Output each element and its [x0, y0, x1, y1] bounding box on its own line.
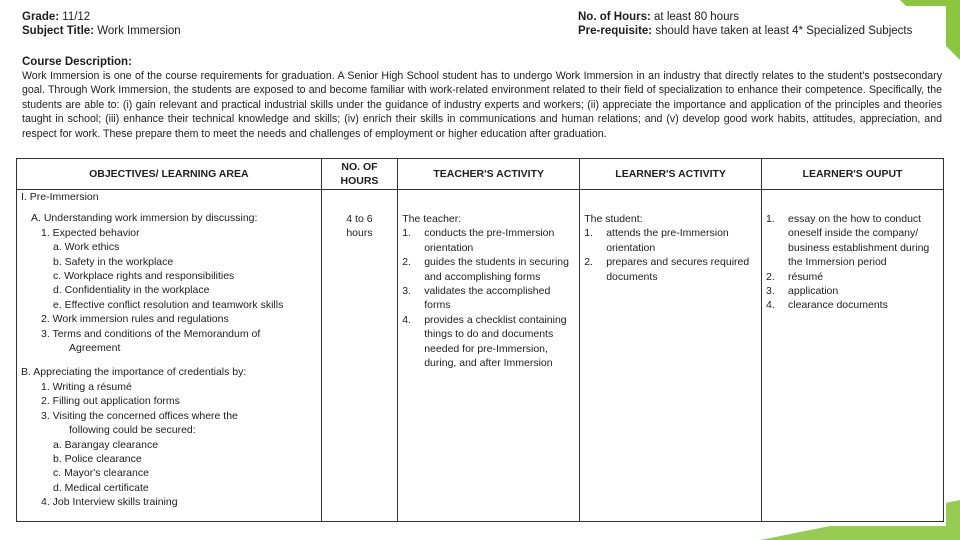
subject-line — [22, 24, 181, 38]
objective-line: 4. Job Interview skills training — [41, 496, 178, 509]
objective-line: 1. Writing a résumé — [41, 380, 132, 393]
grade-label: Grade: — [22, 11, 60, 23]
header-learner-output: LEARNER'S OUPUT — [762, 159, 944, 190]
hours-line: 4 to 6 — [346, 213, 373, 225]
list-item: 2. guides the students in securing and accomplishing forms — [402, 256, 569, 283]
objective-line: d. Medical certificate — [53, 481, 149, 494]
learner-activity-cell — [580, 190, 762, 522]
objective-line: b. Police clearance — [53, 452, 142, 465]
list-item: 2. résumé — [766, 270, 824, 283]
prerequisite-label: Pre-requisite: — [578, 25, 653, 37]
grade-value: 11/12 — [62, 11, 91, 23]
subject-label: Subject Title: — [22, 25, 94, 37]
subject-value: Work Immersion — [97, 25, 181, 37]
objective-line: 2. Work immersion rules and regulations — [41, 313, 229, 326]
objective-line: following could be secured: — [69, 424, 196, 437]
objective-line: a. Work ethics — [53, 241, 120, 254]
objective-line: c. Mayor's clearance — [53, 467, 149, 480]
objective-line: 3. Terms and conditions of the Memorandum of — [41, 327, 261, 340]
curriculum-table — [16, 158, 944, 522]
teacher-activity-cell — [398, 190, 580, 522]
objective-line: 3. Visiting the concerned offices where the — [41, 409, 238, 422]
objective-line: 2. Filling out application forms — [41, 395, 180, 408]
objective-line: A. Understanding work immersion by discussing: — [31, 212, 258, 225]
list-item: 4. clearance documents — [766, 299, 888, 312]
list-item: 1. essay on the how to conduct oneself inside the company/ business establishment during the Immersion period — [766, 213, 930, 269]
hours-line — [578, 10, 739, 24]
hours-value: at least 80 hours — [654, 11, 740, 23]
objective-line: d. Confidentiality in the workplace — [53, 284, 210, 297]
objectives-cell — [17, 190, 322, 522]
learner-intro: The student: — [584, 213, 643, 225]
objective-line: 1. Expected behavior — [41, 226, 140, 239]
prerequisite-value: should have taken at least 4* Specialized Subjects — [655, 25, 913, 37]
list-item: 1. attends the pre-Immersion orientation — [584, 227, 729, 254]
curriculum-document — [14, 6, 946, 526]
course-description-title: Course Description: — [22, 56, 132, 68]
learner-output-cell — [762, 190, 944, 522]
objective-line: Agreement — [69, 342, 121, 355]
prerequisite-line — [578, 24, 912, 38]
table-row — [17, 190, 944, 522]
header-teacher-activity: TEACHER'S ACTIVITY — [398, 159, 580, 190]
hours-cell — [321, 190, 398, 522]
header-learner-activity: LEARNER'S ACTIVITY — [580, 159, 762, 190]
objective-line: e. Effective conflict resolution and teamwork skills — [53, 298, 284, 311]
header-hours: NO. OF HOURS — [321, 159, 398, 190]
list-item: 2. prepares and secures required documents — [584, 256, 750, 283]
list-item: 3. validates the accomplished forms — [402, 285, 551, 312]
objective-line: B. Appreciating the importance of credentials by: — [21, 366, 247, 379]
objective-line: a. Barangay clearance — [53, 438, 159, 451]
table-header-row — [17, 159, 944, 190]
list-item: 3. application — [766, 285, 839, 298]
objective-line: I. Pre-Immersion — [21, 191, 99, 203]
grade-line — [22, 10, 90, 24]
header-objectives: OBJECTIVES/ LEARNING AREA — [17, 159, 322, 190]
objective-line: c. Workplace rights and responsibilities — [53, 270, 235, 283]
list-item: 4. provides a checklist containing things to do and documents needed for pre-Immersion, during, and after Immersion — [402, 313, 567, 370]
hours-line: hours — [346, 227, 373, 240]
course-description-text: Work Immersion is one of the course requirements for graduation. A Senior High School student has to undergo Work Immersion in an industry that directly relates to the student's postsecondary goal. Through Work Immersion, the students are exposed to and become familiar with work-related environment related to their field of specialization to enhance their competence. Specifically, the students are able to: (i) gain relevant and practical industrial skills under the guidance of industry experts and workers; (ii) appreciate the importance and application of the principles and theories taught in school; (iii) enhance their technical knowledge and skills; (iv) enrich their skills in communications and human relations; and (v) develop good work habits, attitudes, appreciation, and respect for work. These prepare them to meet the needs and challenges of employment or higher education after graduation. — [22, 70, 942, 140]
teacher-intro: The teacher: — [402, 213, 462, 225]
objective-line: b. Safety in the workplace — [53, 255, 174, 268]
list-item: 1. conducts the pre-Immersion orientation — [402, 227, 555, 254]
hours-label: No. of Hours: — [578, 11, 651, 23]
